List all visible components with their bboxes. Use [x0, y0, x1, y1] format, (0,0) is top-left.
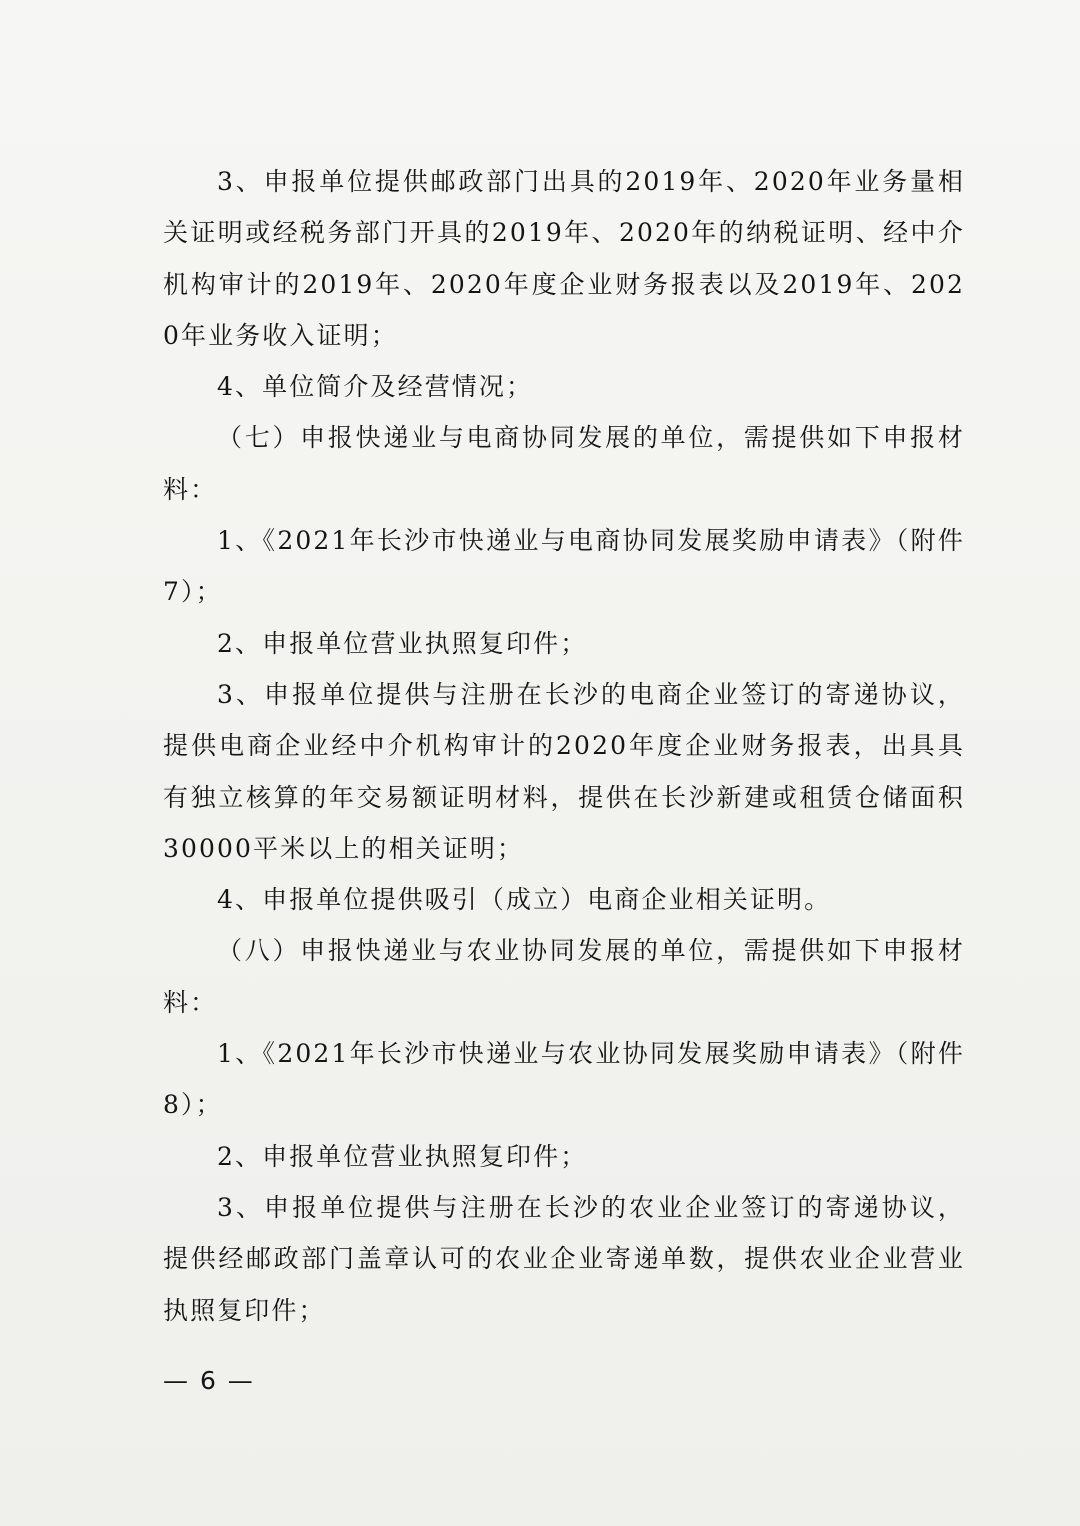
document-body: [163, 156, 965, 1336]
section-heading-8: （八）申报快递业与农业协同发展的单位，需提供如下申报材料：: [163, 936, 965, 1017]
paragraph-section-8-item-1: 1、《2021年长沙市快递业与农业协同发展奖励申请表》（附件8）；: [163, 1039, 965, 1120]
paragraph-item-3-proofs: 3、申报单位提供邮政部门出具的2019年、2020年业务量相关证明或经税务部门开具的2019年、2020年的纳税证明、经中介机构审计的2019年、2020年度企业财务报表以及2019年、2020年业务收入证明；: [163, 167, 965, 350]
paragraph-section-7-item-2: 2、申报单位营业执照复印件；: [217, 628, 588, 658]
paragraph-item-4-profile: 4、单位简介及经营情况；: [217, 372, 534, 402]
paragraph-section-7-item-4: 4、申报单位提供吸引（成立）电商企业相关证明。: [217, 885, 832, 915]
paragraph-section-7-item-3: 3、申报单位提供与注册在长沙的电商企业签订的寄递协议，提供电商企业经中介机构审计的2020年度企业财务报表，出具具有独立核算的年交易额证明材料，提供在长沙新建或租赁仓储面积30000平米以上的相关证明；: [163, 679, 965, 863]
page-number: [163, 1361, 255, 1401]
section-heading-7: （七）申报快递业与电商协同发展的单位，需提供如下申报材料：: [163, 423, 965, 504]
paragraph-section-8-item-2: 2、申报单位营业执照复印件；: [217, 1141, 588, 1171]
paragraph-section-8-item-3: 3、申报单位提供与注册在长沙的农业企业签订的寄递协议，提供经邮政部门盖章认可的农业企业寄递单数，提供农业企业营业执照复印件；: [163, 1192, 965, 1325]
page-number-text: — 6 —: [163, 1366, 255, 1395]
paragraph-section-7-item-1: 1、《2021年长沙市快递业与电商协同发展奖励申请表》（附件7）；: [163, 526, 965, 607]
